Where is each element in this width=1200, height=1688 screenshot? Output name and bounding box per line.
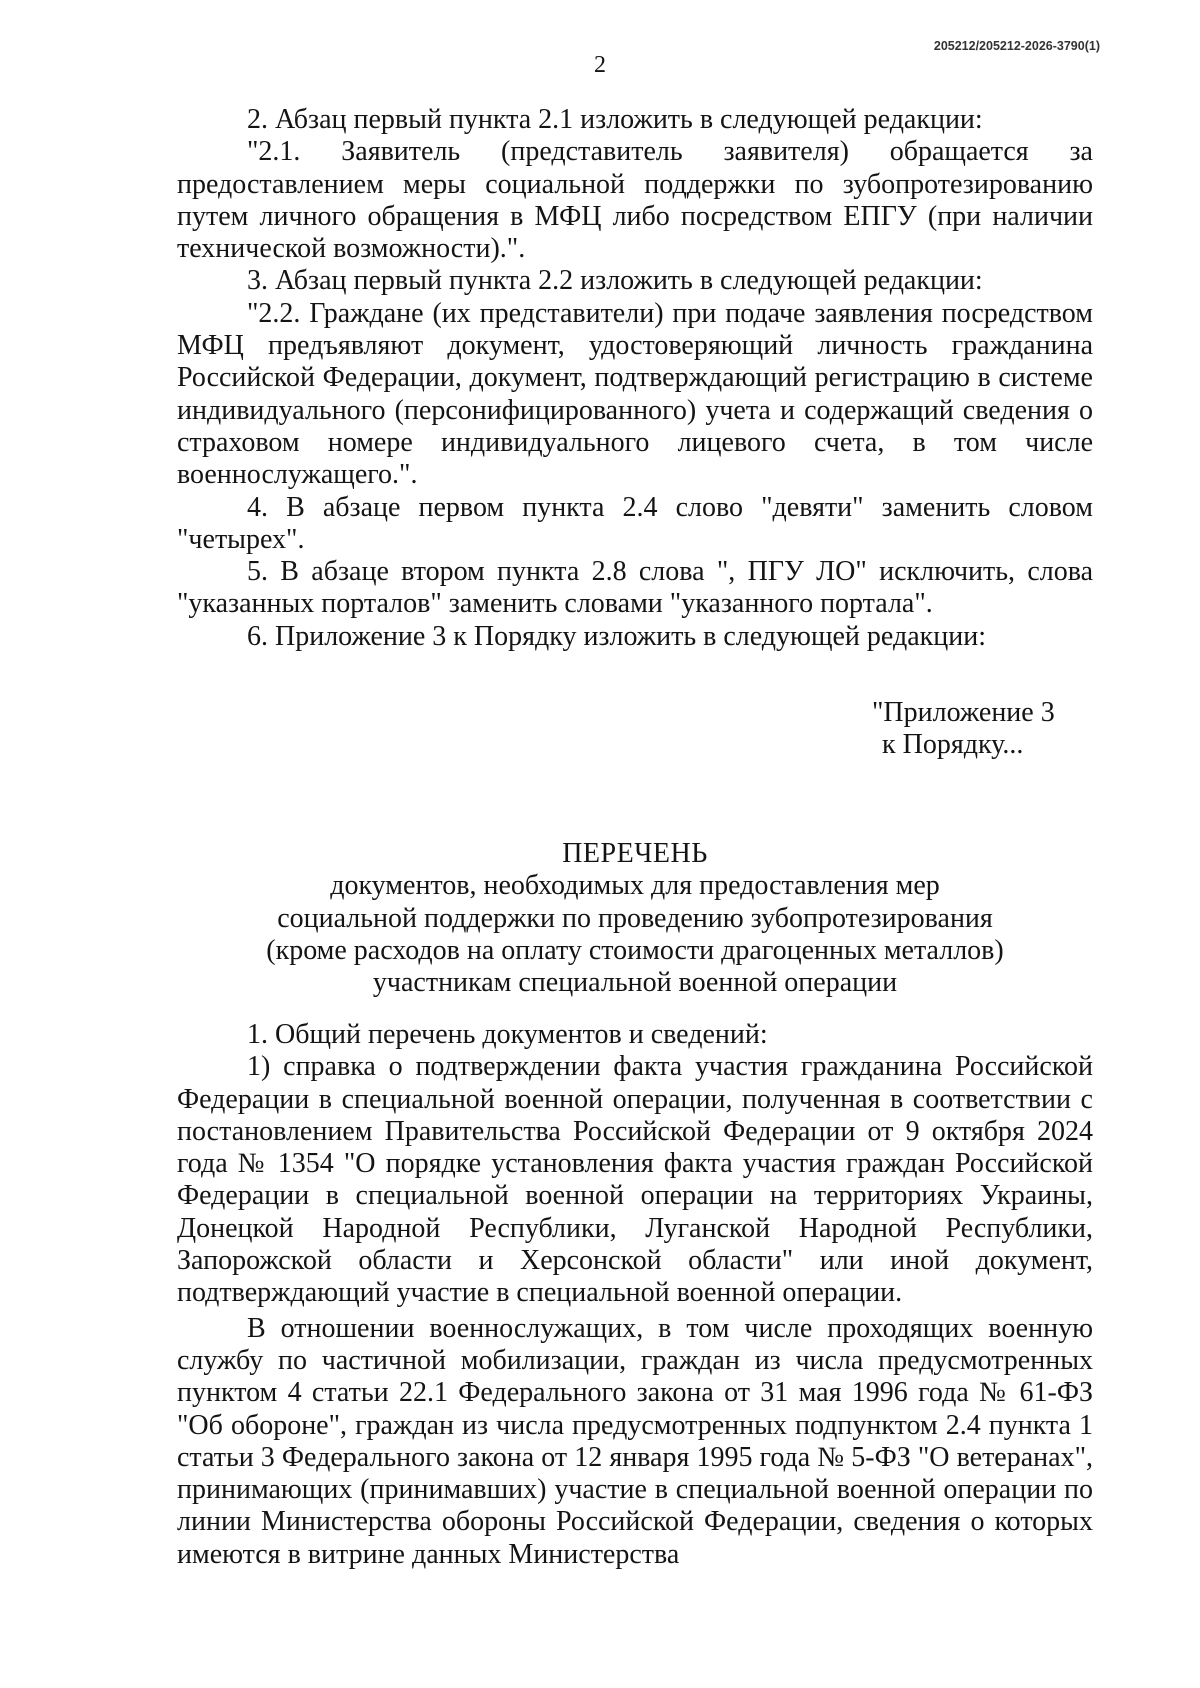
page-number: 2 bbox=[594, 52, 606, 78]
amendments-section bbox=[177, 104, 1093, 653]
appendix-reference bbox=[872, 697, 1112, 762]
list-item-1: 1) справка о подтверждении факта участия гражданина Российской Федерации в специальной военной операции, полученная в соответствии с постановлением Правительства Российской Федерации от 9 октября 2024 года № 1354 "О порядке установления факта участия граждан Российской Федерации в специальной военной операции на территориях Украины, Донецкой Народной Республики, Луганской Народной Республики, Запорожской области и Херсонской области" или иной документ, подтверждающий участие в специальной военной операции. bbox=[177, 1051, 1093, 1309]
amendment-item-5: 5. В абзаце втором пункта 2.8 слова ", ПГУ ЛО" исключить, слова "указанных порталов" заменить словами "указанного портала". bbox=[177, 556, 1093, 620]
amendment-quote-2-2: "2.2. Граждане (их представители) при подаче заявления посредством МФЦ предъявляют документ, удостоверяющий личность гражданина Российской Федерации, документ, подтверждающий регистрацию в системе индивидуального (персонифицированного) учета и содержащий сведения о страховом номере индивидуального лицевого счета, в том числе военнослужащего.". bbox=[177, 297, 1093, 491]
documents-list bbox=[177, 1019, 1093, 1571]
list-subtitle-line-4: участникам специальной военной операции bbox=[372, 967, 898, 999]
amendment-item-2: 2. Абзац первый пункта 2.1 изложить в следующей редакции: bbox=[247, 104, 983, 135]
appendix-ref-line-2: к Порядку... bbox=[882, 729, 1024, 761]
appendix-ref-line-1: "Приложение 3 bbox=[872, 697, 1055, 728]
list-title bbox=[177, 838, 1093, 999]
list-subtitle-line-1: документов, необходимых для предоставления мер bbox=[330, 870, 940, 902]
list-section-1: 1. Общий перечень документов и сведений: bbox=[247, 1019, 768, 1050]
amendment-quote-2-1: "2.1. Заявитель (представитель заявителя) обращается за предоставлением меры социальной поддержки по зубопротезированию путем личного обращения в МФЦ либо посредством ЕПГУ (при наличии технической возможности).". bbox=[177, 136, 1093, 265]
amendment-item-4: 4. В абзаце первом пункта 2.4 слово "девяти" заменить словом "четырех". bbox=[177, 491, 1093, 555]
amendment-item-3: 3. Абзац первый пункта 2.2 изложить в следующей редакции: bbox=[247, 265, 983, 297]
list-subtitle-line-3: (кроме расходов на оплату стоимости драгоценных металлов) bbox=[266, 934, 1004, 966]
list-heading: ПЕРЕЧЕНЬ bbox=[562, 838, 708, 869]
document-id: 205212/205212-2026-3790(1) bbox=[933, 39, 1100, 53]
list-subtitle-line-2: социальной поддержки по проведению зубопротезирования bbox=[277, 902, 993, 934]
amendment-item-6: 6. Приложение 3 к Порядку изложить в следующей редакции: bbox=[247, 620, 986, 652]
list-paragraph-military: В отношении военнослужащих, в том числе проходящих военную службу по частичной мобилизации, граждан из числа предусмотренных пунктом 4 статьи 22.1 Федерального закона от 31 мая 1996 года № 61-ФЗ "Об обороне", граждан из числа предусмотренных подпунктом 2.4 пункта 1 статьи 3 Федерального закона от 12 января 1995 года № 5-ФЗ "О ветеранах", принимающих (принимавших) участие в специальной военной операции по линии Министерства обороны Российской Федерации, сведения о которых имеются в витрине данных Министерства bbox=[177, 1312, 1093, 1570]
